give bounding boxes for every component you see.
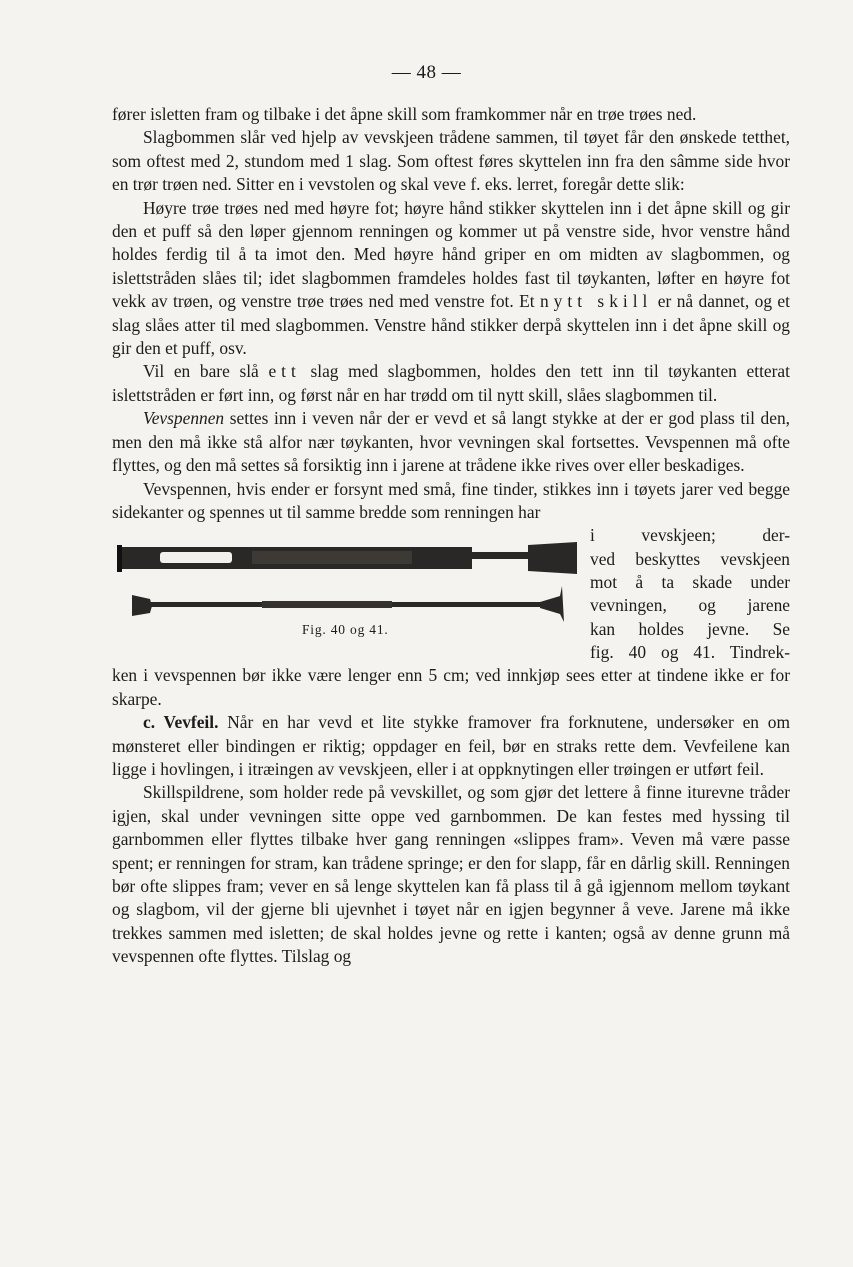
temple-bar-bottom xyxy=(132,595,152,616)
temple-illustration xyxy=(112,524,578,664)
paragraph xyxy=(112,360,790,407)
text-run: Når en har vevd et lite stykke framover fra forknutene, undersøker en om mønsteret eller bindingen er riktig; oppdager en feil, bør en straks rette dem. Vevfeilene kan ligge i hovlingen, i itræingen av vevskjeen, eller i at oppknytingen eller trøingen er utført feil. xyxy=(112,712,790,779)
spaced-emphasis: nytt skill xyxy=(539,291,653,312)
paragraph: ken i vevspennen bør ikke være lenger enn 5 cm; ved innkjøp sees etter at tindene ikke er for skarpe. xyxy=(112,665,790,709)
text-run: slag med slagbommen, holdes den tett inn til tøykanten etterat islettstråden er ført inn, og først når en har trødd om til nytt skill, slåes slagbommen til. xyxy=(112,361,790,405)
paragraph xyxy=(112,197,790,361)
page-number: — 48 — xyxy=(391,62,462,83)
text-run: Høyre trøe trøes ned med høyre fot; høyre hånd stikker skyttelen inn i det åpne skill og gir den et puff så den løper gjennom renningen og kommer ut på venstre side, hvor venstre hånd holdes ferdig til å ta imot den. Med høyre hånd griper en om midten av slagbommen, og islettstråden slåes til; idet slagbommen framdeles holdes fast til tøykanten, løfter en høyre fot vekk av trøen, og venstre trøe trøes ned med venstre fot. Et xyxy=(112,197,790,312)
text-run: er nå dannet, og et slag slåes atter til med slagbommen. Venstre hånd stikker derpå skyttelen inn i det åpne skill og gir den et puff, osv. xyxy=(112,291,790,359)
text-run: settes inn i veven når der er vevd et så langt stykke at der er god plass til den, men den må ikke stå alfor nær tøykanten, hvor vevningen skal fortsettes. Vevspennen må ofte flyttes, og den må settes så forsiktig inn i jarene at trådene ikke rives over eller beskadiges. xyxy=(112,408,790,476)
paragraph: Vevspennen, hvis ender er forsynt med små, fine tinder, stikkes inn i tøyets jarer ved begge sidekanter og spennes ut til samme bredde som renningen har xyxy=(112,478,790,522)
wrap-line: kan holdes jevne. Se xyxy=(590,618,790,639)
wrap-line: fig. 40 og 41. Tindrek- xyxy=(590,642,790,663)
paragraph: Slagbommen slår ved hjelp av vevskjeen trådene sammen, til tøyet får den ønskede tetthet, som oftest med 2, stundom med 1 slag. Som oftest føres skyttelen inn fra den sâmme side hvor en trør trøen ned. Sitter en i vevstolen og skal veve f. eks. lerret, foregår dette slik: xyxy=(112,127,790,195)
paragraph xyxy=(112,711,790,781)
body-text xyxy=(112,103,790,969)
wrapped-text-column xyxy=(590,524,790,664)
text-run: Vil en bare slå xyxy=(143,361,259,382)
wrap-line: vevningen, og jarene xyxy=(590,595,790,616)
figure-block xyxy=(112,524,790,664)
figure-caption: Fig. 40 og 41. xyxy=(302,622,389,638)
wrap-line: mot å ta skade under xyxy=(590,572,790,593)
wrap-line: ved beskyttes vevskjeen xyxy=(590,548,790,569)
paragraph: fører isletten fram og tilbake i det åpne skill som framkommer når en trøe trøes ned. xyxy=(112,104,697,124)
italic-term: Vevspennen xyxy=(143,408,225,429)
wrap-line: i vevskjeen; der- xyxy=(590,525,790,546)
paragraph: Skillspildrene, som holder rede på vevskillet, og som gjør det lettere å finne iturevne tråder igjen, skal under vevningen sitte oppe ved garnbommen. De kan festes med hyssing til garnbommen eller flyttes tilbake hver gang renningen «slippes fram». Veven må være passe spent; er renningen for stram, kan trådene springe; er den for slapp, får en dårlig skill. Renningen bør ofte slippes fram; vever en så lenge skyttelen kan få plass til å gå igjennom mellom tøykant og slagbom, vil der gjerne bli ujevnhet i tøyet når en igjen begynner å veve. Jarene må ikke trekkes sammen med isletten; de skal holdes jevne og rette i kanten; også av denne grunn må vevspennen ofte flyttes. Tilslag og xyxy=(112,782,790,967)
section-heading: c. Vevfeil. xyxy=(143,712,219,733)
spaced-emphasis: ett xyxy=(268,361,301,382)
paragraph xyxy=(112,407,790,477)
figure xyxy=(112,524,578,664)
